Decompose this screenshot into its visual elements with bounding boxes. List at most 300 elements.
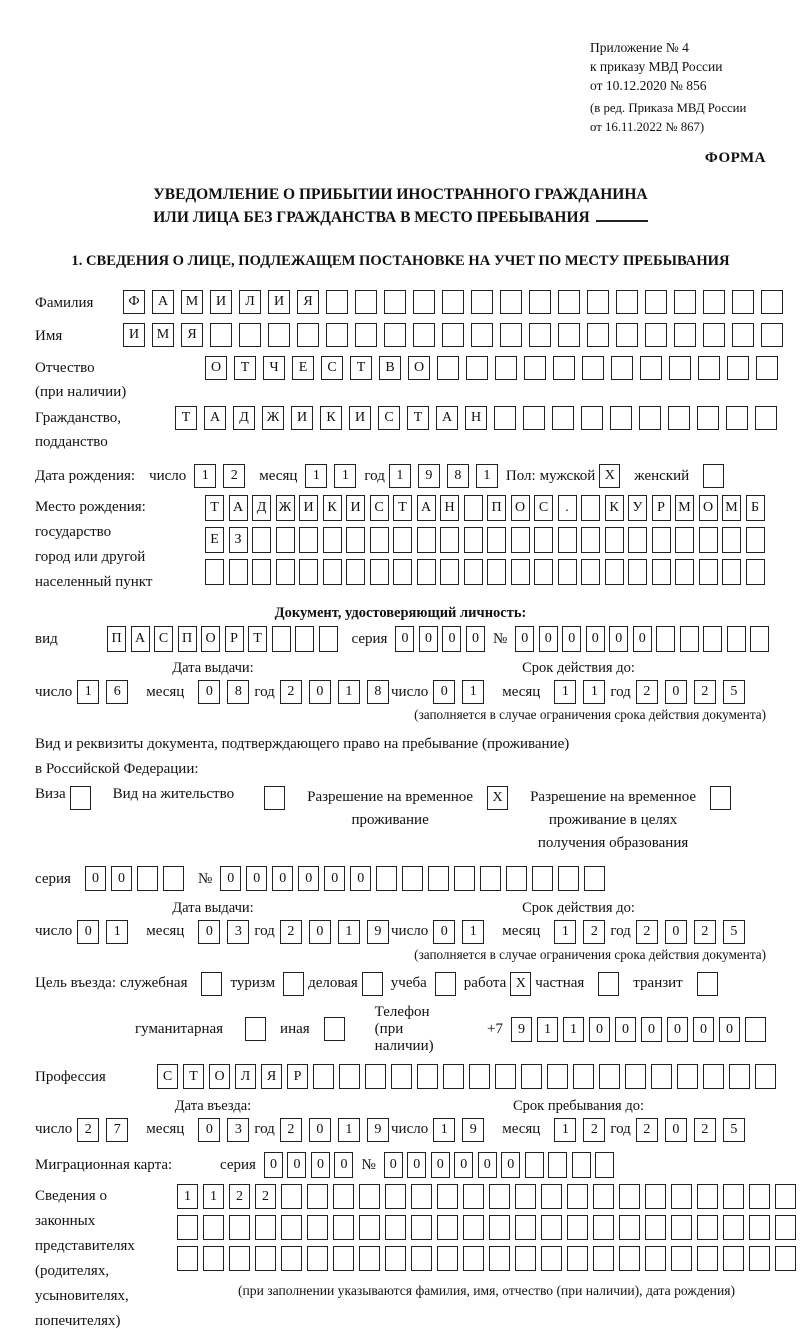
- char-cell[interactable]: 1: [389, 464, 411, 488]
- char-cell[interactable]: 1: [462, 920, 484, 944]
- char-cell[interactable]: [723, 1184, 744, 1209]
- char-cell[interactable]: 2: [77, 1118, 99, 1142]
- char-cell[interactable]: Д: [233, 406, 255, 430]
- char-cell[interactable]: 1: [462, 680, 484, 704]
- char-cell[interactable]: 8: [227, 680, 249, 704]
- char-cell[interactable]: [393, 559, 412, 585]
- char-cell[interactable]: 9: [367, 920, 389, 944]
- char-cell[interactable]: [761, 290, 783, 314]
- char-cell[interactable]: 0: [719, 1017, 740, 1042]
- char-cell[interactable]: [746, 527, 765, 553]
- char-cell[interactable]: [480, 866, 501, 891]
- char-cell[interactable]: [605, 527, 624, 553]
- char-cell[interactable]: [437, 1184, 458, 1209]
- char-cell[interactable]: [319, 626, 338, 652]
- char-cell[interactable]: [749, 1184, 770, 1209]
- char-cell[interactable]: [628, 527, 647, 553]
- char-cell[interactable]: Я: [297, 290, 319, 314]
- char-cell[interactable]: Ж: [262, 406, 284, 430]
- char-cell[interactable]: Е: [205, 527, 224, 553]
- char-cell[interactable]: [593, 1215, 614, 1240]
- char-cell[interactable]: [619, 1246, 640, 1271]
- char-cell[interactable]: [652, 559, 671, 585]
- char-cell[interactable]: 1: [338, 1118, 360, 1142]
- char-cell[interactable]: [385, 1215, 406, 1240]
- male-checkbox[interactable]: X: [599, 464, 620, 488]
- char-cell[interactable]: 2: [583, 920, 605, 944]
- char-cell[interactable]: [515, 1184, 536, 1209]
- char-cell[interactable]: [359, 1215, 380, 1240]
- char-cell[interactable]: Т: [175, 406, 197, 430]
- char-cell[interactable]: 1: [563, 1017, 584, 1042]
- char-cell[interactable]: [442, 290, 464, 314]
- char-cell[interactable]: 5: [723, 680, 745, 704]
- char-cell[interactable]: О: [209, 1064, 230, 1089]
- char-cell[interactable]: [697, 1184, 718, 1209]
- char-cell[interactable]: 0: [334, 1152, 353, 1178]
- char-cell[interactable]: 2: [694, 680, 716, 704]
- char-cell[interactable]: 2: [694, 920, 716, 944]
- char-cell[interactable]: 1: [583, 680, 605, 704]
- char-cell[interactable]: [255, 1246, 276, 1271]
- char-cell[interactable]: 3: [227, 1118, 249, 1142]
- char-cell[interactable]: [534, 559, 553, 585]
- char-cell[interactable]: [384, 290, 406, 314]
- char-cell[interactable]: А: [131, 626, 150, 652]
- char-cell[interactable]: [487, 559, 506, 585]
- char-cell[interactable]: 9: [462, 1118, 484, 1142]
- char-cell[interactable]: 0: [272, 866, 293, 891]
- char-cell[interactable]: 9: [418, 464, 440, 488]
- char-cell[interactable]: 7: [106, 1118, 128, 1142]
- char-cell[interactable]: [464, 527, 483, 553]
- char-cell[interactable]: [581, 527, 600, 553]
- char-cell[interactable]: [511, 559, 530, 585]
- residence-permit-checkbox[interactable]: [264, 786, 285, 810]
- char-cell[interactable]: [355, 323, 377, 347]
- char-cell[interactable]: О: [205, 356, 227, 380]
- char-cell[interactable]: [393, 527, 412, 553]
- char-cell[interactable]: 0: [454, 1152, 473, 1178]
- char-cell[interactable]: [469, 1064, 490, 1089]
- char-cell[interactable]: [756, 356, 778, 380]
- char-cell[interactable]: [619, 1215, 640, 1240]
- temp-residence-edu-checkbox[interactable]: [710, 786, 731, 810]
- char-cell[interactable]: [210, 323, 232, 347]
- char-cell[interactable]: [640, 356, 662, 380]
- char-cell[interactable]: [411, 1246, 432, 1271]
- char-cell[interactable]: [323, 527, 342, 553]
- char-cell[interactable]: [428, 866, 449, 891]
- char-cell[interactable]: 0: [478, 1152, 497, 1178]
- char-cell[interactable]: И: [349, 406, 371, 430]
- char-cell[interactable]: [558, 866, 579, 891]
- char-cell[interactable]: [229, 1246, 250, 1271]
- char-cell[interactable]: [572, 1152, 591, 1178]
- char-cell[interactable]: [402, 866, 423, 891]
- char-cell[interactable]: [411, 1184, 432, 1209]
- char-cell[interactable]: [359, 1246, 380, 1271]
- char-cell[interactable]: А: [229, 495, 248, 521]
- char-cell[interactable]: 0: [298, 866, 319, 891]
- char-cell[interactable]: [668, 406, 690, 430]
- char-cell[interactable]: [489, 1246, 510, 1271]
- char-cell[interactable]: [391, 1064, 412, 1089]
- char-cell[interactable]: [252, 559, 271, 585]
- char-cell[interactable]: 0: [665, 1118, 687, 1142]
- char-cell[interactable]: 0: [433, 920, 455, 944]
- char-cell[interactable]: [677, 1064, 698, 1089]
- char-cell[interactable]: [567, 1184, 588, 1209]
- char-cell[interactable]: [675, 527, 694, 553]
- char-cell[interactable]: [582, 356, 604, 380]
- char-cell[interactable]: 3: [227, 920, 249, 944]
- char-cell[interactable]: К: [323, 495, 342, 521]
- char-cell[interactable]: [359, 1184, 380, 1209]
- char-cell[interactable]: 2: [636, 920, 658, 944]
- char-cell[interactable]: С: [378, 406, 400, 430]
- char-cell[interactable]: С: [370, 495, 389, 521]
- char-cell[interactable]: [599, 1064, 620, 1089]
- char-cell[interactable]: 0: [515, 626, 534, 652]
- purpose-study-checkbox[interactable]: [435, 972, 456, 996]
- char-cell[interactable]: Р: [225, 626, 244, 652]
- char-cell[interactable]: [506, 866, 527, 891]
- char-cell[interactable]: [541, 1246, 562, 1271]
- char-cell[interactable]: [674, 290, 696, 314]
- char-cell[interactable]: [281, 1215, 302, 1240]
- char-cell[interactable]: [534, 527, 553, 553]
- char-cell[interactable]: [699, 559, 718, 585]
- char-cell[interactable]: [656, 626, 675, 652]
- char-cell[interactable]: Е: [292, 356, 314, 380]
- char-cell[interactable]: 0: [589, 1017, 610, 1042]
- char-cell[interactable]: Т: [205, 495, 224, 521]
- char-cell[interactable]: 8: [447, 464, 469, 488]
- char-cell[interactable]: [326, 323, 348, 347]
- char-cell[interactable]: [384, 323, 406, 347]
- char-cell[interactable]: С: [157, 1064, 178, 1089]
- char-cell[interactable]: 9: [511, 1017, 532, 1042]
- char-cell[interactable]: 2: [229, 1184, 250, 1209]
- char-cell[interactable]: 0: [665, 680, 687, 704]
- char-cell[interactable]: [645, 323, 667, 347]
- char-cell[interactable]: 0: [433, 680, 455, 704]
- char-cell[interactable]: [645, 290, 667, 314]
- char-cell[interactable]: [495, 1064, 516, 1089]
- char-cell[interactable]: [645, 1184, 666, 1209]
- char-cell[interactable]: [548, 1152, 567, 1178]
- char-cell[interactable]: 0: [431, 1152, 450, 1178]
- char-cell[interactable]: 1: [554, 1118, 576, 1142]
- char-cell[interactable]: 0: [395, 626, 414, 652]
- char-cell[interactable]: [346, 527, 365, 553]
- char-cell[interactable]: [699, 527, 718, 553]
- char-cell[interactable]: [495, 356, 517, 380]
- char-cell[interactable]: 2: [280, 1118, 302, 1142]
- char-cell[interactable]: [625, 1064, 646, 1089]
- char-cell[interactable]: Т: [183, 1064, 204, 1089]
- char-cell[interactable]: [697, 1215, 718, 1240]
- char-cell[interactable]: [297, 323, 319, 347]
- char-cell[interactable]: [229, 559, 248, 585]
- char-cell[interactable]: 2: [583, 1118, 605, 1142]
- char-cell[interactable]: [703, 1064, 724, 1089]
- char-cell[interactable]: .: [558, 495, 577, 521]
- char-cell[interactable]: [755, 1064, 776, 1089]
- char-cell[interactable]: [417, 559, 436, 585]
- char-cell[interactable]: С: [154, 626, 173, 652]
- char-cell[interactable]: 2: [280, 680, 302, 704]
- char-cell[interactable]: [333, 1246, 354, 1271]
- char-cell[interactable]: [417, 527, 436, 553]
- char-cell[interactable]: [177, 1215, 198, 1240]
- char-cell[interactable]: [333, 1184, 354, 1209]
- char-cell[interactable]: М: [675, 495, 694, 521]
- char-cell[interactable]: 1: [433, 1118, 455, 1142]
- char-cell[interactable]: [616, 323, 638, 347]
- char-cell[interactable]: 2: [280, 920, 302, 944]
- char-cell[interactable]: [628, 559, 647, 585]
- char-cell[interactable]: Ф: [123, 290, 145, 314]
- char-cell[interactable]: [454, 866, 475, 891]
- char-cell[interactable]: Я: [181, 323, 203, 347]
- char-cell[interactable]: [532, 866, 553, 891]
- char-cell[interactable]: [413, 323, 435, 347]
- char-cell[interactable]: Б: [746, 495, 765, 521]
- char-cell[interactable]: 5: [723, 1118, 745, 1142]
- char-cell[interactable]: К: [320, 406, 342, 430]
- char-cell[interactable]: [268, 323, 290, 347]
- char-cell[interactable]: [746, 559, 765, 585]
- char-cell[interactable]: О: [201, 626, 220, 652]
- char-cell[interactable]: 0: [665, 920, 687, 944]
- char-cell[interactable]: А: [152, 290, 174, 314]
- purpose-work-checkbox[interactable]: X: [510, 972, 531, 996]
- char-cell[interactable]: [437, 356, 459, 380]
- char-cell[interactable]: [471, 323, 493, 347]
- char-cell[interactable]: 1: [77, 680, 99, 704]
- char-cell[interactable]: [313, 1064, 334, 1089]
- char-cell[interactable]: О: [699, 495, 718, 521]
- char-cell[interactable]: 0: [198, 1118, 220, 1142]
- char-cell[interactable]: [567, 1215, 588, 1240]
- char-cell[interactable]: 1: [338, 920, 360, 944]
- char-cell[interactable]: 0: [562, 626, 581, 652]
- char-cell[interactable]: В: [379, 356, 401, 380]
- char-cell[interactable]: [698, 356, 720, 380]
- char-cell[interactable]: [567, 1246, 588, 1271]
- char-cell[interactable]: [489, 1215, 510, 1240]
- purpose-private-checkbox[interactable]: [598, 972, 619, 996]
- char-cell[interactable]: 0: [198, 680, 220, 704]
- char-cell[interactable]: [581, 559, 600, 585]
- char-cell[interactable]: [619, 1184, 640, 1209]
- char-cell[interactable]: [669, 356, 691, 380]
- char-cell[interactable]: [558, 290, 580, 314]
- char-cell[interactable]: 0: [586, 626, 605, 652]
- char-cell[interactable]: [727, 626, 746, 652]
- char-cell[interactable]: М: [722, 495, 741, 521]
- char-cell[interactable]: О: [511, 495, 530, 521]
- char-cell[interactable]: С: [534, 495, 553, 521]
- purpose-humanitarian-checkbox[interactable]: [245, 1017, 266, 1041]
- char-cell[interactable]: [671, 1215, 692, 1240]
- char-cell[interactable]: [610, 406, 632, 430]
- char-cell[interactable]: [326, 290, 348, 314]
- char-cell[interactable]: 5: [723, 920, 745, 944]
- char-cell[interactable]: 0: [350, 866, 371, 891]
- char-cell[interactable]: [729, 1064, 750, 1089]
- char-cell[interactable]: [281, 1246, 302, 1271]
- char-cell[interactable]: Д: [252, 495, 271, 521]
- char-cell[interactable]: П: [107, 626, 126, 652]
- char-cell[interactable]: Я: [261, 1064, 282, 1089]
- char-cell[interactable]: [370, 559, 389, 585]
- char-cell[interactable]: [385, 1246, 406, 1271]
- char-cell[interactable]: 0: [641, 1017, 662, 1042]
- char-cell[interactable]: 2: [636, 1118, 658, 1142]
- char-cell[interactable]: [411, 1215, 432, 1240]
- char-cell[interactable]: [697, 1246, 718, 1271]
- char-cell[interactable]: [745, 1017, 766, 1042]
- char-cell[interactable]: [529, 290, 551, 314]
- char-cell[interactable]: [675, 559, 694, 585]
- char-cell[interactable]: [437, 1215, 458, 1240]
- char-cell[interactable]: [749, 1246, 770, 1271]
- char-cell[interactable]: Т: [234, 356, 256, 380]
- char-cell[interactable]: П: [487, 495, 506, 521]
- char-cell[interactable]: 0: [311, 1152, 330, 1178]
- char-cell[interactable]: 0: [111, 866, 132, 891]
- char-cell[interactable]: А: [436, 406, 458, 430]
- char-cell[interactable]: 1: [554, 920, 576, 944]
- char-cell[interactable]: [750, 626, 769, 652]
- char-cell[interactable]: [464, 495, 483, 521]
- char-cell[interactable]: 2: [223, 464, 245, 488]
- char-cell[interactable]: [645, 1246, 666, 1271]
- female-checkbox[interactable]: [703, 464, 724, 488]
- char-cell[interactable]: [440, 527, 459, 553]
- char-cell[interactable]: [307, 1215, 328, 1240]
- char-cell[interactable]: Т: [407, 406, 429, 430]
- char-cell[interactable]: Т: [350, 356, 372, 380]
- char-cell[interactable]: [558, 323, 580, 347]
- char-cell[interactable]: 1: [537, 1017, 558, 1042]
- char-cell[interactable]: 2: [636, 680, 658, 704]
- char-cell[interactable]: И: [210, 290, 232, 314]
- char-cell[interactable]: [463, 1246, 484, 1271]
- char-cell[interactable]: [203, 1246, 224, 1271]
- purpose-business-checkbox[interactable]: [362, 972, 383, 996]
- char-cell[interactable]: 0: [324, 866, 345, 891]
- char-cell[interactable]: И: [291, 406, 313, 430]
- char-cell[interactable]: [437, 1246, 458, 1271]
- char-cell[interactable]: М: [181, 290, 203, 314]
- char-cell[interactable]: 0: [407, 1152, 426, 1178]
- char-cell[interactable]: [376, 866, 397, 891]
- char-cell[interactable]: [552, 406, 574, 430]
- char-cell[interactable]: 2: [255, 1184, 276, 1209]
- char-cell[interactable]: А: [204, 406, 226, 430]
- char-cell[interactable]: [163, 866, 184, 891]
- char-cell[interactable]: А: [417, 495, 436, 521]
- char-cell[interactable]: [339, 1064, 360, 1089]
- char-cell[interactable]: [529, 323, 551, 347]
- char-cell[interactable]: 0: [466, 626, 485, 652]
- char-cell[interactable]: И: [346, 495, 365, 521]
- char-cell[interactable]: 0: [264, 1152, 283, 1178]
- char-cell[interactable]: [255, 1215, 276, 1240]
- char-cell[interactable]: [755, 406, 777, 430]
- char-cell[interactable]: 0: [198, 920, 220, 944]
- char-cell[interactable]: [299, 527, 318, 553]
- char-cell[interactable]: [523, 406, 545, 430]
- char-cell[interactable]: 0: [309, 1118, 331, 1142]
- char-cell[interactable]: [726, 406, 748, 430]
- char-cell[interactable]: [581, 406, 603, 430]
- char-cell[interactable]: 0: [85, 866, 106, 891]
- char-cell[interactable]: [137, 866, 158, 891]
- char-cell[interactable]: [723, 1215, 744, 1240]
- char-cell[interactable]: [558, 559, 577, 585]
- char-cell[interactable]: [727, 356, 749, 380]
- char-cell[interactable]: [487, 527, 506, 553]
- char-cell[interactable]: З: [229, 527, 248, 553]
- purpose-transit-checkbox[interactable]: [697, 972, 718, 996]
- char-cell[interactable]: [749, 1215, 770, 1240]
- char-cell[interactable]: [417, 1064, 438, 1089]
- char-cell[interactable]: [205, 559, 224, 585]
- char-cell[interactable]: [365, 1064, 386, 1089]
- char-cell[interactable]: [611, 356, 633, 380]
- char-cell[interactable]: Ж: [276, 495, 295, 521]
- char-cell[interactable]: 0: [287, 1152, 306, 1178]
- char-cell[interactable]: 8: [367, 680, 389, 704]
- char-cell[interactable]: [652, 527, 671, 553]
- char-cell[interactable]: Т: [248, 626, 267, 652]
- char-cell[interactable]: [524, 356, 546, 380]
- char-cell[interactable]: [252, 527, 271, 553]
- char-cell[interactable]: 0: [220, 866, 241, 891]
- char-cell[interactable]: 0: [442, 626, 461, 652]
- char-cell[interactable]: [697, 406, 719, 430]
- char-cell[interactable]: [587, 290, 609, 314]
- purpose-tourism-checkbox[interactable]: [283, 972, 304, 996]
- char-cell[interactable]: 1: [334, 464, 356, 488]
- char-cell[interactable]: [671, 1246, 692, 1271]
- char-cell[interactable]: [442, 323, 464, 347]
- char-cell[interactable]: [541, 1215, 562, 1240]
- char-cell[interactable]: [605, 559, 624, 585]
- char-cell[interactable]: [385, 1184, 406, 1209]
- char-cell[interactable]: [521, 1064, 542, 1089]
- char-cell[interactable]: [276, 527, 295, 553]
- char-cell[interactable]: [463, 1184, 484, 1209]
- char-cell[interactable]: И: [268, 290, 290, 314]
- char-cell[interactable]: [547, 1064, 568, 1089]
- char-cell[interactable]: [466, 356, 488, 380]
- char-cell[interactable]: [680, 626, 699, 652]
- char-cell[interactable]: 0: [309, 680, 331, 704]
- char-cell[interactable]: С: [321, 356, 343, 380]
- char-cell[interactable]: [295, 626, 314, 652]
- char-cell[interactable]: [573, 1064, 594, 1089]
- char-cell[interactable]: [732, 290, 754, 314]
- char-cell[interactable]: [229, 1215, 250, 1240]
- char-cell[interactable]: 0: [77, 920, 99, 944]
- char-cell[interactable]: 1: [177, 1184, 198, 1209]
